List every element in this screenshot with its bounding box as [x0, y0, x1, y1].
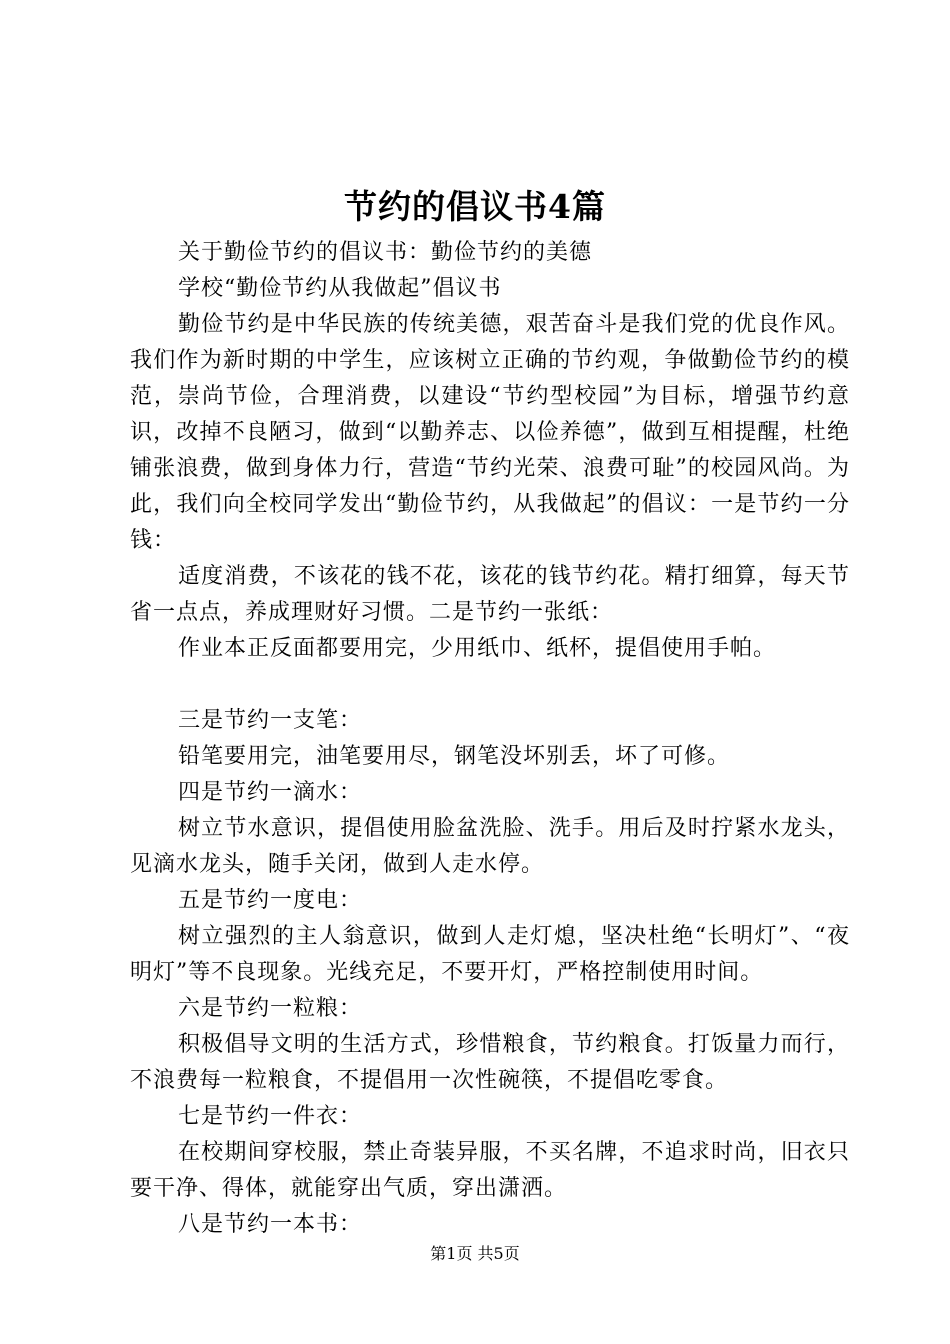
paragraph: 勤俭节约是中华民族的传统美德，艰苦奋斗是我们党的优良作风。我们作为新时期的中学生，应该树立正确的节约观，争做勤俭节约的模范，崇尚节俭，合理消费，以建设“节约型校园”为目标，增强节约意识，改掉不良陋习，做到“以勤养志、以俭养德”，做到互相提醒，杜绝铺张浪费，做到身体力行，营造“节约光荣、浪费可耻”的校园风尚。为此，我们向全校同学发出“勤俭节约，从我做起”的倡议：一是节约一分钱： [130, 312, 850, 553]
document-body [130, 235, 850, 1243]
paragraph: 积极倡导文明的生活方式，珍惜粮食，节约粮食。打饭量力而行，不浪费每一粒粮食，不提倡用一次性碗筷，不提倡吃零食。 [130, 1032, 850, 1093]
paragraph: 关于勤俭节约的倡议书：勤俭节约的美德 [178, 240, 593, 265]
paragraph: 六是节约一粒粮： [178, 996, 363, 1021]
paragraph: 铅笔要用完，油笔要用尽，钢笔没坏别丢，坏了可修。 [178, 744, 731, 769]
paragraph: 学校“勤俭节约从我做起”倡议书 [178, 276, 502, 301]
paragraph: 五是节约一度电： [178, 888, 363, 913]
paragraph: 三是节约一支笔： [178, 708, 363, 733]
paragraph: 八是节约一本书： [178, 1212, 363, 1237]
paragraph: 适度消费，不该花的钱不花，该花的钱节约花。精打细算，每天节省一点点，养成理财好习惯。二是节约一张纸： [130, 564, 850, 625]
paragraph: 树立强烈的主人翁意识，做到人走灯熄，坚决杜绝“长明灯”、“夜明灯”等不良现象。光线充足，不要开灯，严格控制使用时间。 [130, 924, 850, 985]
page-footer: 第1页 共5页 [430, 1244, 520, 1263]
paragraph: 七是节约一件衣： [178, 1104, 363, 1129]
paragraph: 树立节水意识，提倡使用脸盆洗脸、洗手。用后及时拧紧水龙头，见滴水龙头，随手关闭，做到人走水停。 [130, 816, 850, 877]
paragraph: 在校期间穿校服，禁止奇装异服，不买名牌，不追求时尚，旧衣只要干净、得体，就能穿出气质，穿出潇洒。 [130, 1140, 850, 1201]
document-title: 节约的倡议书4篇 [344, 187, 606, 226]
paragraph: 四是节约一滴水： [178, 780, 363, 805]
paragraph: 作业本正反面都要用完，少用纸巾、纸杯，提倡使用手帕。 [178, 636, 777, 661]
